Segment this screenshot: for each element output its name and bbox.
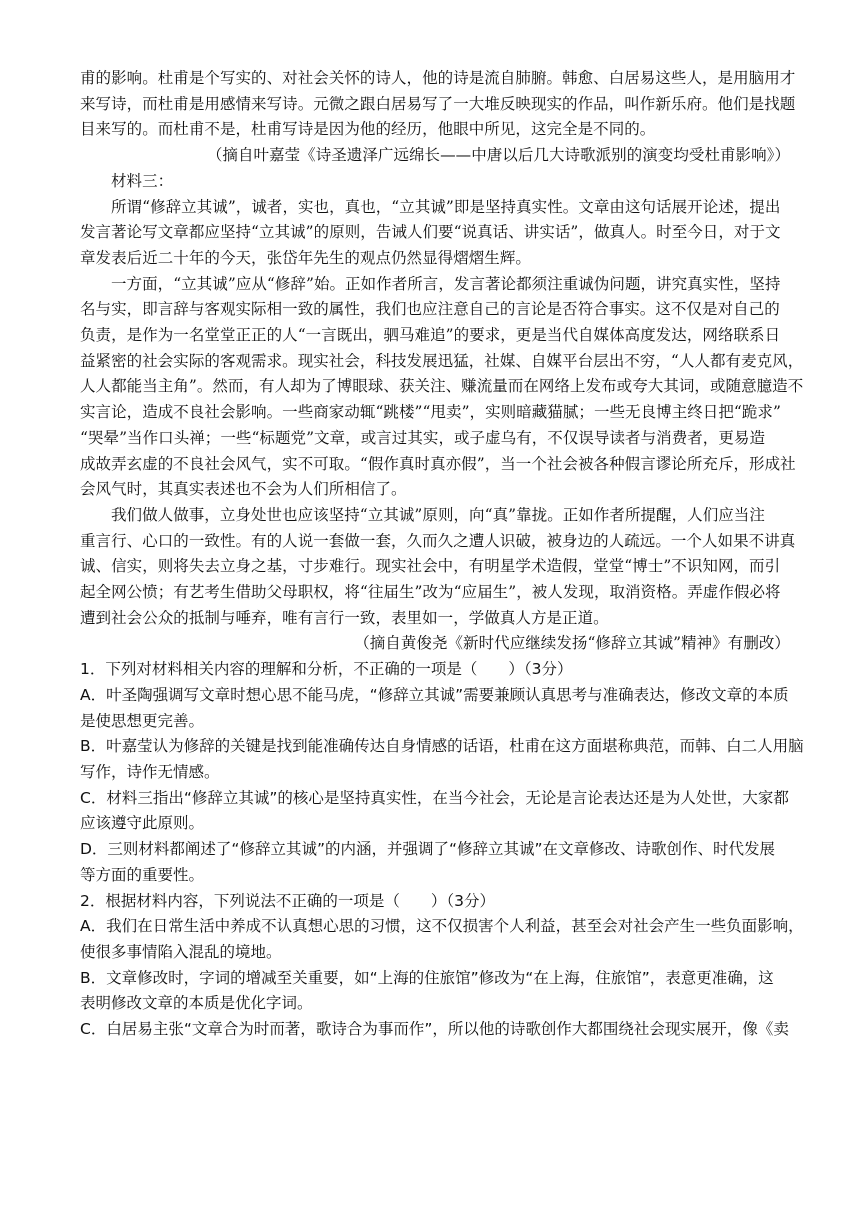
- answer-option-a: A．叶圣陶强调写文章时想心思不能马虎，“修辞立其诚”需要兼顾认真思考与准确表达，修改文章的本质: [80, 685, 789, 704]
- answer-option-a: A．我们在日常生活中养成不认真想心思的习惯，这不仅损害个人利益，甚至会对社会产生一些负面影响，: [80, 917, 804, 936]
- document-page: [80, 66, 804, 1043]
- text-line: 发言著论写文章都应坚持“立其诚”的原则，告诫人们要“说真话、讲实话”，做真人。时至今日，对于文: [80, 223, 781, 242]
- text-line: 重言行、心口的一致性。有的人说一套做一套，久而久之遭人识破，被身边的人疏远。一个人如果不讲真: [80, 531, 796, 550]
- answer-option-b-cont: 表明修改文章的本质是优化字词。: [80, 994, 313, 1013]
- text-line: 我们做人做事，立身处世也应该坚持“立其诚”原则，向“真”靠拢。正如作者所提醒，人们应当注: [111, 505, 765, 524]
- answer-option-d: D．三则材料都阐述了“修辞立其诚”的内涵，并强调了“修辞立其诚”在文章修改、诗歌创作、时代发展: [80, 840, 776, 859]
- text-line: 章发表后近二十年的今天，张岱年先生的观点仍然显得熠熠生辉。: [80, 248, 531, 267]
- question-stem: 2．根据材料内容，下列说法不正确的一项是（ ）（3分）: [80, 891, 495, 910]
- answer-option-b: B．文章修改时，字词的增减至关重要，如“上海的住旅馆”修改为“在上海，住旅馆”，表意更准确，这: [80, 968, 774, 987]
- answer-option-a-cont: 是使思想更完善。: [80, 711, 205, 730]
- section-heading: 材料三：: [111, 171, 174, 190]
- text-line: 起全网公愤；有艺考生借助父母职权，将“往届生”改为“应届生”，被人发现，取消资格。弄虚作假必将: [80, 583, 781, 602]
- text-line: 一方面，“立其诚”应从“修辞”始。正如作者所言，发言著论都须注重诚伪问题，讲究真实性，坚持: [111, 274, 781, 293]
- text-line: 遭到社会公众的抵制与唾弃，唯有言行一致，表里如一，学做真人方是正道。: [80, 608, 609, 627]
- text-line: 益紧密的社会实际的客观需求。现实社会，科技发展迅猛，社媒、自媒平台层出不穷，“人人都有麦克风，: [80, 351, 804, 370]
- text-line: 人人都能当主角”。然而，有人却为了博眼球、获关注、赚流量而在网络上发布或夸大其词，或随意臆造不: [80, 377, 804, 396]
- source-citation: （摘自黄俊尧《新时代应继续发扬“修辞立其诚”精神》有删改）: [354, 634, 790, 653]
- answer-option-c: C．白居易主张“文章合为时而著，歌诗合为事而作”，所以他的诗歌创作大都围绕社会现实展开，像《卖: [80, 1020, 789, 1039]
- text-line: 成故弄玄虚的不良社会风气，实不可取。“假作真时真亦假”，当一个社会被各种假言谬论所充斥，形成社: [80, 454, 796, 473]
- text-line: 会风气时，其真实表述也不会为人们所相信了。: [80, 480, 407, 499]
- answer-option-d-cont: 等方面的重要性。: [80, 865, 205, 884]
- source-citation: （摘自叶嘉莹《诗圣遗泽广远绵长——中唐以后几大诗歌派别的演变均受杜甫影响》）: [206, 146, 790, 165]
- text-line: 目来写的。而杜甫不是，杜甫写诗是因为他的经历，他眼中所见，这完全是不同的。: [80, 120, 656, 139]
- text-line: 甫的影响。杜甫是个写实的、对社会关怀的诗人，他的诗是流自肺腑。韩愈、白居易这些人，是用脑用才: [80, 69, 796, 87]
- text-line: 来写诗，而杜甫是用感情来写诗。元微之跟白居易写了一大堆反映现实的作品，叫作新乐府。他们是找题: [80, 94, 796, 113]
- answer-option-c-cont: 应该遵守此原则。: [80, 814, 205, 833]
- text-line: “哭晕”当作口头禅；一些“标题党”文章，或言过其实，或子虚乌有，不仅误导读者与消费者，更易造: [80, 428, 765, 447]
- answer-option-c: C．材料三指出“修辞立其诚”的核心是坚持真实性，在当今社会，无论是言论表达还是为人处世，大家都: [80, 788, 789, 807]
- text-line: 名与实，即言辞与客观实际相一致的属性，我们也应注意自己的言论是否符合事实。这不仅是对自己的: [80, 300, 780, 319]
- question-stem: 1．下列对材料相关内容的理解和分析，不正确的一项是（ ）（3分）: [80, 660, 573, 679]
- text-line: 所谓“修辞立其诚”，诚者，实也，真也，“立其诚”即是坚持真实性。文章由这句话展开论述，提出: [111, 197, 781, 216]
- answer-option-b: B．叶嘉莹认为修辞的关键是找到能准确传达自身情感的话语，杜甫在这方面堪称典范，而韩、白二人用脑: [80, 737, 804, 756]
- answer-option-a-cont: 使很多事情陷入混乱的境地。: [80, 942, 282, 961]
- text-line: 诚、信实，则将失去立身之基，寸步难行。现实社会中，有明星学术造假，堂堂“博士”不识知网，而引: [80, 557, 781, 576]
- text-line: 实言论，造成不良社会影响。一些商家动辄“跳楼”“甩卖”，实则暗藏猫腻；一些无良博主终日把“跪求”: [80, 403, 781, 422]
- text-line: 负责，是作为一名堂堂正正的人“一言既出，驷马难追”的要求，更是当代自媒体高度发达，网络联系日: [80, 326, 781, 345]
- answer-option-b-cont: 写作，诗作无情感。: [80, 762, 220, 781]
